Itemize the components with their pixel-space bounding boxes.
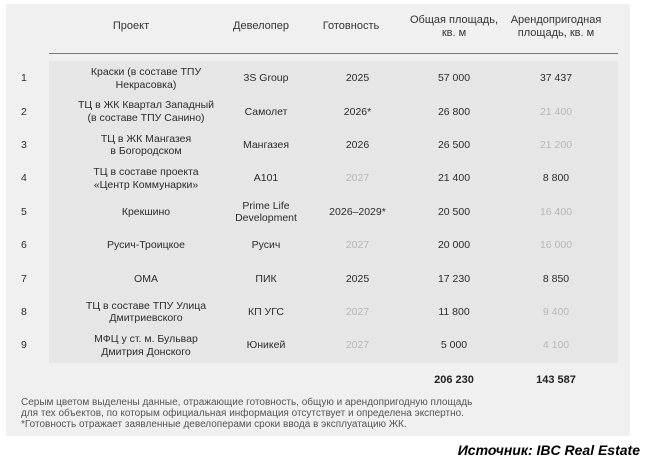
developer-name-line: Самолет: [244, 105, 288, 118]
project-name-line: МФЦ у ст. м. Бульвар: [94, 333, 198, 346]
header-total-area-line2: кв. м: [441, 27, 467, 39]
readiness-value-line: 2026–2029*: [329, 205, 386, 218]
table-row: [6, 162, 630, 195]
project-name-line: (в составе ТПУ Санино): [87, 111, 205, 124]
project-name: [61, 296, 231, 329]
project-name: [61, 196, 231, 229]
rental-area-value-line: 4 100: [542, 339, 570, 352]
total-area-value-line: 17 230: [437, 272, 471, 285]
readiness-value-line: 2026: [345, 139, 370, 152]
project-name-line: ТЦ в составе ТПУ Улица: [85, 299, 207, 312]
project-name-line: ОМА: [134, 272, 158, 285]
row-number: [6, 262, 64, 295]
developer-name-line: Юникей: [246, 339, 286, 352]
project-name-line: Дмитриевского: [109, 312, 183, 325]
total-area-value-line: 21 400: [437, 172, 471, 185]
rental-area-value-line: 16 000: [539, 239, 573, 252]
row-number-line: 3: [21, 139, 27, 152]
project-name-line: Краски (в составе ТПУ: [90, 66, 202, 78]
project-name: [61, 129, 231, 162]
readiness-value-line: 2027: [345, 172, 370, 185]
row-number-line: 2: [21, 105, 27, 118]
source-caption: Источник: IBC Real Estate: [457, 442, 640, 458]
project-name-line: Крекшино: [121, 205, 171, 218]
project-name-line: в Богородском: [110, 145, 182, 158]
project-name-line: Дмитрия Донского: [101, 345, 191, 358]
project-name: [61, 329, 231, 362]
rental-area-value: [496, 129, 616, 162]
row-number-line: 4: [21, 172, 27, 185]
rental-area-value-line: 8 800: [542, 172, 570, 185]
readiness-value-line: 2027: [345, 239, 370, 252]
total-area-value-line: 26 800: [437, 105, 471, 118]
developer-name-line: КП УГС: [247, 306, 285, 319]
rental-area-value-line: 9 400: [542, 306, 570, 319]
readiness-value-line: 2027: [345, 306, 370, 319]
developer-name-line: 3S Group: [243, 72, 289, 85]
row-number-line: 8: [21, 306, 27, 319]
project-name: [61, 62, 231, 95]
rental-area-value: [496, 262, 616, 295]
rental-area-value: [496, 296, 616, 329]
rental-area-value: [496, 329, 616, 362]
project-name: [61, 162, 231, 195]
row-number-line: 5: [21, 205, 27, 218]
developer-name-line: А101: [253, 172, 279, 185]
rental-area-sum: 143 587: [536, 374, 576, 386]
developer-name-line: ПИК: [255, 272, 277, 285]
total-area-value-line: 5 000: [440, 339, 468, 352]
developer-name-line: Development: [235, 212, 297, 225]
table-row: [6, 229, 630, 262]
total-area-value-line: 26 500: [437, 139, 471, 152]
header-divider: [49, 53, 618, 54]
readiness-value-line: 2027: [345, 339, 370, 352]
row-number-line: 7: [21, 272, 27, 285]
project-name-line: Некрасовка): [115, 78, 177, 91]
rental-area-value: [496, 95, 616, 128]
project-name: [61, 262, 231, 295]
readiness-value-line: 2026*: [343, 105, 372, 118]
project-name: [61, 229, 231, 262]
developer-name-line: Русич: [251, 239, 281, 252]
rental-area-value-line: 21 200: [539, 139, 573, 152]
table-row: [6, 196, 630, 229]
note-line-3: *Готовность отражает заявленные девелоперами сроки ввода в эксплуатацию ЖК.: [21, 419, 407, 430]
rental-area-value-line: 8 850: [542, 272, 570, 285]
header-project: Проект: [112, 20, 150, 32]
developer-name-line: Prime Life: [242, 199, 290, 212]
total-area-value-line: 11 800: [438, 306, 470, 319]
rental-area-value: [496, 162, 616, 195]
rental-area-value-line: 21 400: [539, 105, 573, 118]
row-number: [6, 229, 64, 262]
row-number: [6, 162, 64, 195]
row-number: [6, 95, 64, 128]
header-rental-area-line1: Арендопригодная: [510, 14, 602, 26]
row-number: [6, 296, 64, 329]
project-name-line: Русич-Троицкое: [107, 239, 185, 252]
project-name-line: ТЦ в ЖК Мангазея: [100, 132, 192, 145]
table-row: [6, 296, 630, 329]
project-name-line: ТЦ в составе проекта: [93, 166, 199, 179]
project-name: [61, 95, 231, 128]
project-name-line: ТЦ в ЖК Квартал Западный: [78, 99, 214, 112]
rental-area-value: [496, 62, 616, 95]
table-row: [6, 262, 630, 295]
row-number: [6, 329, 64, 362]
header-readiness: Готовность: [322, 20, 380, 32]
readiness-value-line: 2025: [345, 72, 370, 85]
rental-area-value-line: 16 400: [539, 205, 573, 218]
row-number-line: 1: [21, 72, 27, 85]
project-name-line: «Центр Коммунарки»: [93, 178, 199, 191]
row-number-line: 6: [21, 239, 27, 252]
header-rental-area: [496, 14, 616, 40]
total-area-value-line: 20 500: [437, 205, 471, 218]
total-area-value-line: 20 000: [437, 239, 471, 252]
note-line-1: Серым цветом выделены данные, отражающие готовность, общую и арендопригодную площадь: [21, 397, 473, 408]
developer-name-line: Мангазея: [242, 139, 290, 152]
rental-area-value-line: 37 437: [539, 72, 573, 85]
table-panel: [6, 4, 630, 436]
total-area-value-line: 57 000: [437, 72, 471, 85]
row-number: [6, 196, 64, 229]
rental-area-value: [496, 229, 616, 262]
total-area-sum: 206 230: [434, 374, 474, 386]
row-number: [6, 62, 64, 95]
header-total-area-line1: Общая площадь,: [409, 14, 499, 26]
rental-area-value: [496, 196, 616, 229]
table-row: [6, 329, 630, 362]
table-row: [6, 129, 630, 162]
readiness-value-line: 2025: [345, 272, 370, 285]
header-rental-area-line2: площадь, кв. м: [517, 27, 595, 39]
row-number: [6, 129, 64, 162]
row-number-line: 9: [21, 339, 27, 352]
table-row: [6, 95, 630, 128]
note-line-2: для тех объектов, по которым официальная информация отсутствует и определена экспертно.: [21, 408, 464, 419]
table-row: [6, 62, 630, 95]
header-developer: Девелопер: [233, 20, 289, 32]
